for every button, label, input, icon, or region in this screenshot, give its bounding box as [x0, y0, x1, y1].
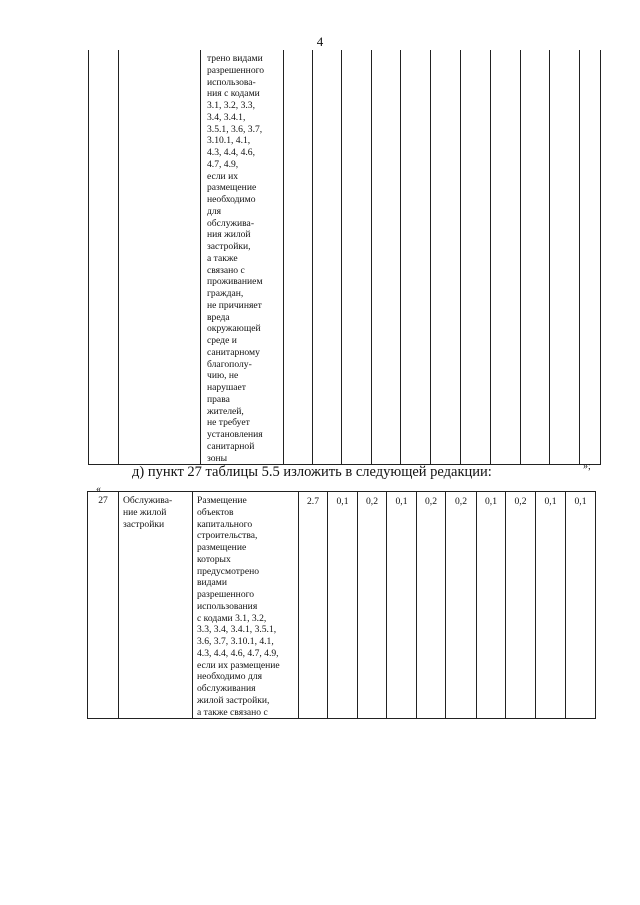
table-cell-number [89, 50, 119, 465]
text-line: а также связано с [197, 706, 268, 718]
text-line: капитального [197, 518, 253, 530]
table-cell-value [491, 50, 521, 465]
text-line: 4.3, 4.4, 4.6, 4.7, 4.9, [197, 647, 279, 659]
text-line: трено видами [207, 53, 263, 64]
text-line: связано с [207, 264, 245, 276]
text-line: не причиняет [207, 299, 262, 311]
text-line: разрешенного [207, 64, 265, 76]
table-cell-description [201, 50, 284, 465]
text-line: объектов [197, 506, 234, 518]
text-line: размещение [207, 182, 257, 194]
text-line: с кодами 3.1, 3.2, [197, 612, 267, 624]
text-line: жителей, [207, 405, 244, 417]
text-line: 3.5.1, 3.6, 3.7, [207, 123, 263, 135]
closing-quote: »; [583, 461, 591, 472]
item-description [193, 492, 299, 719]
text-line: если их [207, 170, 239, 182]
text-line: предусмотрено [197, 565, 260, 577]
item-value: 0,1 [477, 492, 506, 719]
table-cell-value [461, 50, 491, 465]
text-line: санитарной [207, 440, 255, 452]
text-line: необходимо для [197, 671, 263, 683]
item-value: 0,2 [506, 492, 536, 719]
text-line: среде и [207, 335, 237, 346]
text-line: благополу- [207, 358, 252, 370]
table-cell-name [119, 50, 201, 465]
text-line: Обслужива- [123, 495, 173, 506]
text-line: 3.6, 3.7, 3.10.1, 4.1, [197, 636, 274, 647]
text-line: окружающей [207, 323, 261, 335]
text-line: 3.10.1, 4.1, [207, 135, 251, 147]
text-line: ния с кодами [207, 88, 260, 100]
text-line: застройки, [207, 241, 251, 252]
text-line: а также [207, 252, 238, 264]
table-cell-value [550, 50, 580, 465]
text-line: граждан, [207, 288, 244, 299]
item-number: 27 [88, 492, 119, 719]
table-cell-value [313, 50, 342, 465]
item-value: 0,1 [536, 492, 566, 719]
table-cell-value [431, 50, 461, 465]
text-line: застройки [123, 518, 165, 530]
item-value: 0,2 [417, 492, 446, 719]
item-name [119, 492, 193, 719]
text-line: разрешенного [197, 589, 255, 600]
text-line: 3.1, 3.2, 3.3, [207, 100, 255, 111]
text-line: чию, не [207, 370, 239, 382]
amendment-instruction: д) пункт 27 таблицы 5.5 изложить в следующей редакции: [132, 464, 492, 480]
item-value: 0,1 [328, 492, 358, 719]
text-line: обслужива- [207, 217, 255, 229]
text-line: нарушает [207, 382, 246, 393]
opening-quote: « [96, 484, 101, 495]
text-line: обслуживания [197, 683, 256, 694]
table-item-27 [87, 491, 596, 719]
text-line: проживанием [207, 276, 263, 288]
table-cell-value [342, 50, 372, 465]
text-line: жилой застройки, [197, 694, 270, 706]
table-cell-value [521, 50, 550, 465]
text-line: видами [197, 577, 228, 589]
text-line: для [207, 205, 222, 217]
item-value: 0,2 [446, 492, 477, 719]
page-number: 4 [316, 34, 324, 49]
text-line: использования [197, 600, 258, 612]
text-line: установления [207, 429, 263, 440]
text-line: санитарному [207, 346, 260, 358]
text-line: если их размещение [197, 659, 280, 671]
text-line: строительства, [197, 530, 258, 542]
text-line: ние жилой [123, 506, 167, 518]
item-value: 2.7 [299, 492, 328, 719]
text-line: которых [197, 553, 231, 565]
text-line: размещение [197, 542, 247, 553]
item-value: 0,2 [358, 492, 387, 719]
text-line: ния жилой [207, 229, 251, 241]
text-line: вреда [207, 311, 230, 323]
text-line: права [207, 393, 230, 405]
text-line: использова- [207, 76, 256, 88]
text-line: 3.4, 3.4.1, [207, 111, 246, 123]
table-cell-value [372, 50, 401, 465]
text-line: 3.3, 3.4, 3.4.1, 3.5.1, [197, 624, 277, 636]
table-cell-value [284, 50, 313, 465]
table-cell-value [401, 50, 431, 465]
table-continuation [88, 50, 601, 465]
text-line: 4.3, 4.4, 4.6, [207, 147, 255, 158]
text-line: 4.7, 4.9, [207, 158, 239, 170]
item-value: 0,1 [566, 492, 596, 719]
table-cell-value [580, 50, 601, 465]
text-line: Размещение [197, 495, 247, 506]
text-line: необходимо [207, 194, 256, 205]
item-value: 0,1 [387, 492, 417, 719]
text-line: не требует [207, 417, 250, 429]
text-line: зоны [207, 452, 228, 464]
